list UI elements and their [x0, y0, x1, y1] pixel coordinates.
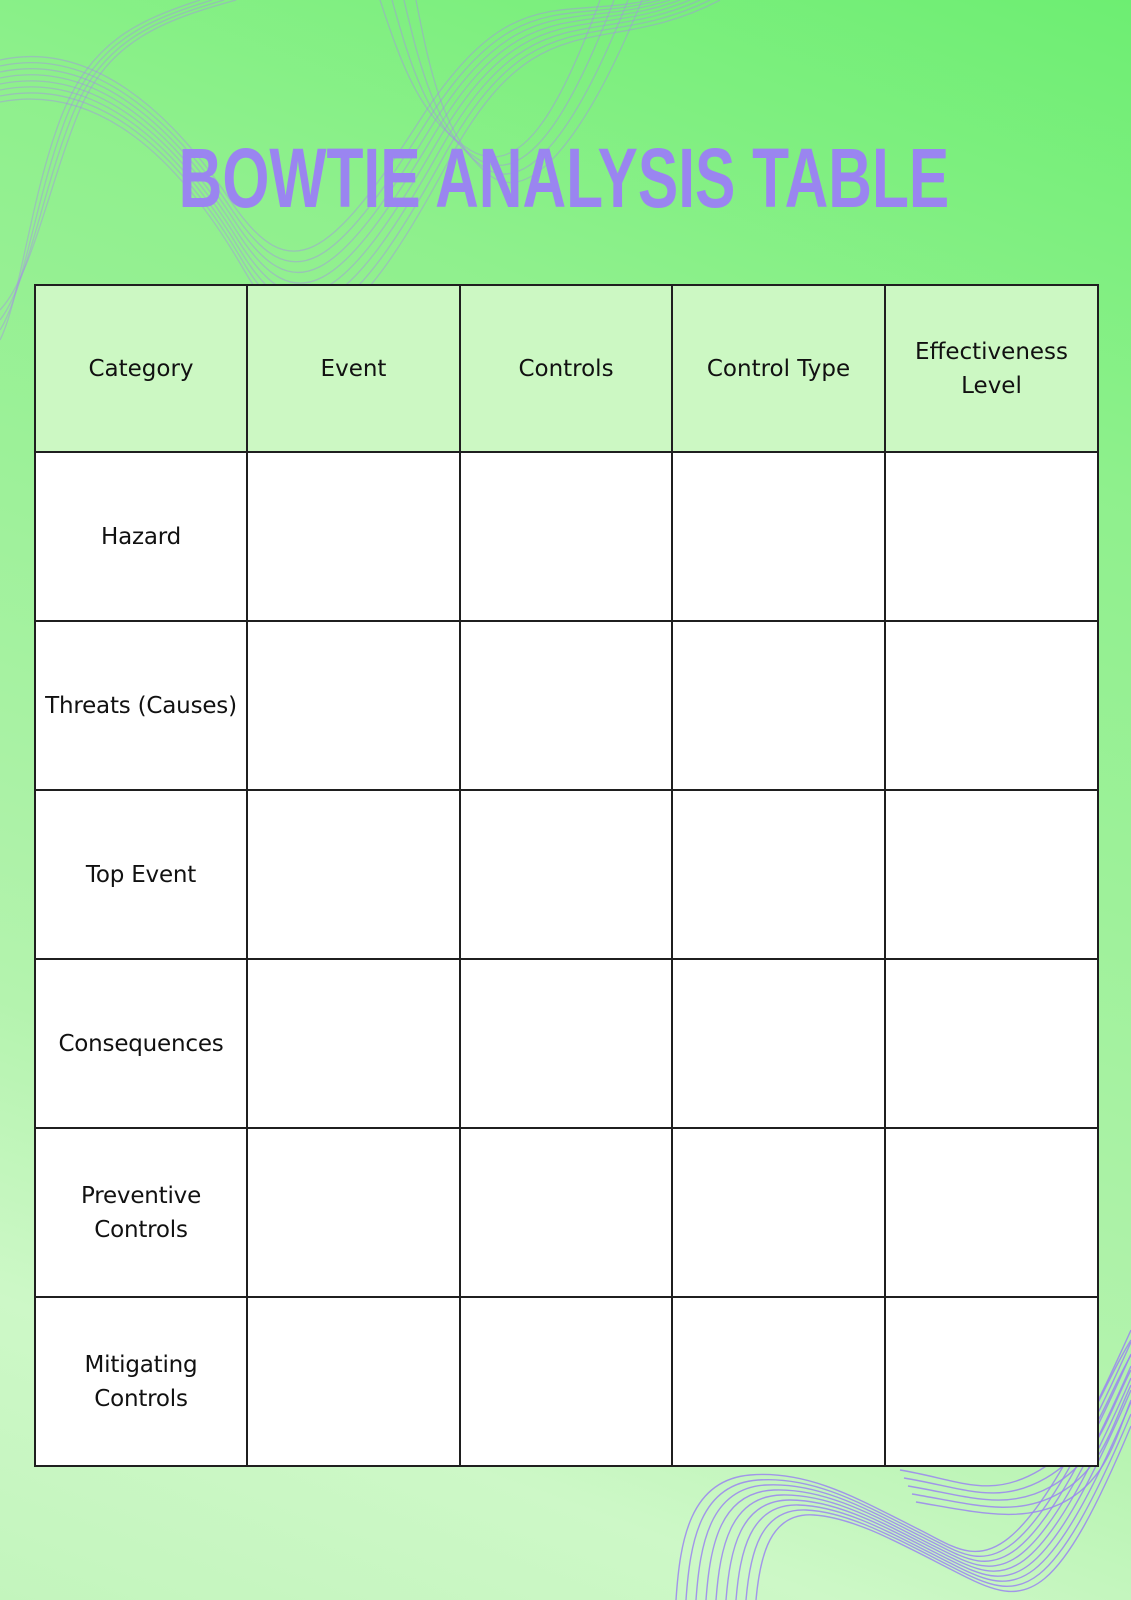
table-row-hazard	[35, 452, 1098, 621]
category-cell: Threats (Causes)	[35, 621, 247, 790]
event-cell[interactable]	[247, 790, 460, 959]
table-row-preventive-controls	[35, 1128, 1098, 1297]
event-cell[interactable]	[247, 1128, 460, 1297]
controls-cell[interactable]	[460, 790, 672, 959]
effectiveness-level-cell[interactable]	[885, 790, 1098, 959]
control-type-cell[interactable]	[672, 790, 885, 959]
event-cell[interactable]	[247, 621, 460, 790]
effectiveness-level-cell[interactable]	[885, 452, 1098, 621]
header-category: Category	[35, 285, 247, 452]
table-row-consequences	[35, 959, 1098, 1128]
control-type-cell[interactable]	[672, 452, 885, 621]
header-effectiveness-line2: Level	[961, 372, 1022, 399]
header-event: Event	[247, 285, 460, 452]
header-row	[35, 285, 1098, 452]
header-controls: Controls	[460, 285, 672, 452]
table-row-mitigating-controls	[35, 1297, 1098, 1466]
category-line2: Controls	[94, 1216, 188, 1243]
controls-cell[interactable]	[460, 959, 672, 1128]
category-line1: Mitigating	[84, 1351, 198, 1378]
category-line1: Preventive	[80, 1182, 202, 1209]
event-cell[interactable]	[247, 959, 460, 1128]
effectiveness-level-cell[interactable]	[885, 1297, 1098, 1466]
header-effectiveness-line1: Effectiveness	[914, 338, 1069, 365]
bowtie-table	[34, 284, 1099, 1467]
category-cell: Hazard	[35, 452, 247, 621]
page-title: BOWTIE ANALYSIS TABLE	[178, 131, 950, 225]
controls-cell[interactable]	[460, 1128, 672, 1297]
category-cell	[35, 1128, 247, 1297]
header-control-type: Control Type	[672, 285, 885, 452]
category-cell: Consequences	[35, 959, 247, 1128]
table-row-threats	[35, 621, 1098, 790]
control-type-cell[interactable]	[672, 621, 885, 790]
category-cell	[35, 1297, 247, 1466]
control-type-cell[interactable]	[672, 959, 885, 1128]
effectiveness-level-cell[interactable]	[885, 959, 1098, 1128]
event-cell[interactable]	[247, 452, 460, 621]
header-effectiveness-level	[885, 285, 1098, 452]
control-type-cell[interactable]	[672, 1297, 885, 1466]
controls-cell[interactable]	[460, 621, 672, 790]
controls-cell[interactable]	[460, 1297, 672, 1466]
category-line2: Controls	[94, 1385, 188, 1412]
table-row-top-event	[35, 790, 1098, 959]
controls-cell[interactable]	[460, 452, 672, 621]
event-cell[interactable]	[247, 1297, 460, 1466]
control-type-cell[interactable]	[672, 1128, 885, 1297]
effectiveness-level-cell[interactable]	[885, 1128, 1098, 1297]
effectiveness-level-cell[interactable]	[885, 621, 1098, 790]
category-cell: Top Event	[35, 790, 247, 959]
